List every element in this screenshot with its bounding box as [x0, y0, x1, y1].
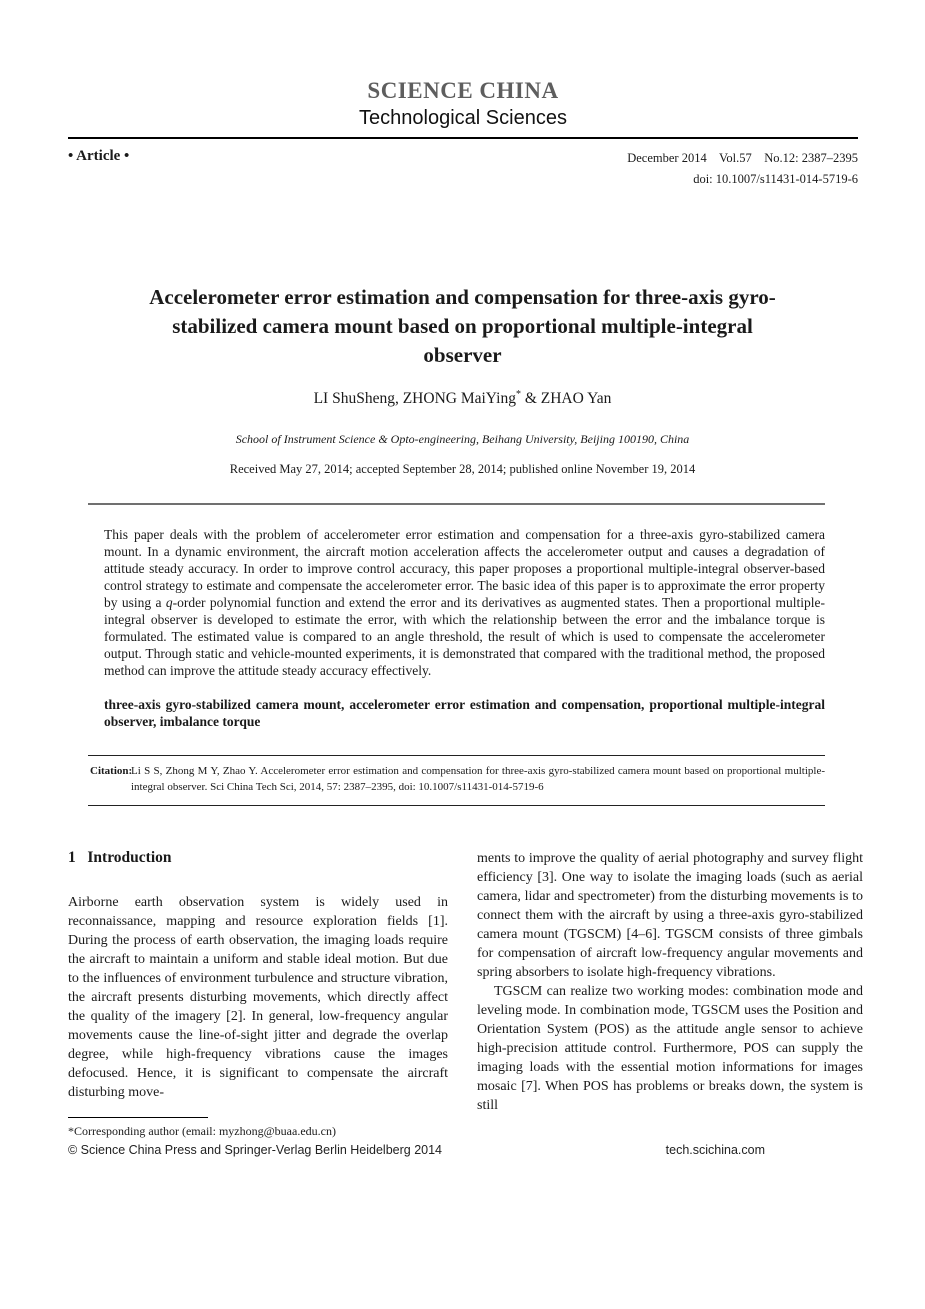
abstract-text-1: This paper deals with the problem of accelerometer error estimation and compensation for a three-axis gyro-stabilized camera mount. In a dynamic environment, the aircraft motion acceleration affects the accelerometer output and causes a degradation of attitude steady accuracy. In order to improve control accuracy, this paper proposes a proportional multiple-integral observer-based control strategy to estimate and compensate the accelerometer error. The basic idea of this paper is to approximate the error property by using a	[104, 527, 825, 611]
issue-info: December 2014 Vol.57 No.12: 2387–2395	[627, 151, 858, 165]
corresponding-author-asterisk: *	[515, 389, 521, 400]
left-column	[68, 849, 448, 1139]
abstract-paragraph	[88, 526, 825, 679]
journal-website: tech.scichina.com	[665, 1143, 765, 1157]
citation-box	[88, 755, 825, 806]
article-title: Accelerometer error estimation and compensation for three-axis gyro-stabilized camera mount based on proportional multiple-integral observer	[149, 285, 776, 367]
intro-paragraph-right-2: TGSCM can realize two working modes: combination mode and leveling mode. In combination mode, TGSCM uses the Position and Orientation System (POS) as the attitude angle sensor to achieve high-precision attitude control. Furthermore, POS can supply the imaging loads with the essential motion informations for images mosaic [7]. When POS has problems or breaks down, the system is still	[477, 984, 863, 1114]
article-type-label: • Article •	[68, 148, 130, 164]
masthead-row	[68, 148, 858, 190]
title-block	[0, 283, 925, 477]
journal-masthead	[0, 0, 925, 190]
abstract-text-2: -order polynomial function and extend the error and its derivatives as augmented states. Then a proportional multiple-integral observer is developed to estimate the error, with which the relationship between the error and the imbalance torque is formulated. The estimated value is compared to an angle threshold, the result of which is used to compensate the accelerometer output. Through static and vehicle-mounted experiments, it is demonstrated that compared with the traditional method, the proposed method can improve the attitude steady accuracy effectively.	[104, 595, 825, 679]
authors-line	[0, 389, 925, 408]
citation-label: Citation:	[90, 765, 133, 778]
page-footer	[68, 1143, 863, 1157]
abstract-q-symbol: q	[165, 595, 173, 611]
body-columns	[68, 849, 863, 1139]
received-line: Received May 27, 2014; accepted September 28, 2014; published online November 19, 2014	[229, 462, 696, 477]
journal-subtitle: Technological Sciences	[359, 107, 567, 129]
footnote-rule	[68, 1117, 208, 1118]
issue-block	[627, 148, 858, 190]
journal-name: SCIENCE CHINA	[367, 78, 559, 103]
corresponding-author-footnote: *Corresponding author (email: myzhong@buaa.edu.cn)	[68, 1124, 336, 1139]
authors-names: LI ShuSheng, ZHONG MaiYing	[313, 390, 516, 408]
keywords-line: three-axis gyro-stabilized camera mount, accelerometer error estimation and compensation, proportional multiple-integral observer, imbalance torque	[104, 697, 825, 730]
right-column	[477, 849, 863, 1139]
intro-paragraph-left: Airborne earth observation system is widely used in reconnaissance, mapping and resource exploration fields [1]. During the process of earth observation, the imaging loads require the aircraft to maintain a uniform and stable ideal motion. But due to the influences of environment turbulence and structure vibration, the aircraft presents disturbing movements, which directly affect the quality of the imagery [2]. In general, low-frequency angular movements cause the line-of-sight jitter and degrade the overlap degree, while high-frequency vibrations cause the images defocused. Hence, it is significant to compensate the aircraft disturbing move-	[68, 895, 448, 1101]
section-heading-introduction: 1 Introduction	[68, 849, 172, 867]
citation-text: Li S S, Zhong M Y, Zhao Y. Accelerometer error estimation and compensation for three-axis gyro-stabilized camera mount based on proportional multiple-integral observer. Sci China Tech Sci, 2014, 57: 2387–2395, doi: 10.1007/s11431-014-5719-6	[131, 765, 825, 793]
header-rule	[68, 137, 858, 139]
intro-paragraph-right-1: ments to improve the quality of aerial photography and survey flight efficiency [3]. One way to isolate the imaging loads (such as aerial camera, lidar and spectrometer) from the disturbing movements is to connect them with the aircraft by using a three-axis gyro-stabilized camera mount (TGSCM) [4–6]. TGSCM consists of three gimbals for compensation of aircraft low-frequency angular movements and spring absorbers to isolate high-frequency vibrations.	[477, 851, 863, 981]
abstract-section	[88, 503, 825, 806]
abstract-top-rule	[88, 503, 825, 505]
doi-line: doi: 10.1007/s11431-014-5719-6	[693, 172, 858, 186]
authors-names-rest: & ZHAO Yan	[520, 390, 612, 408]
copyright-line: © Science China Press and Springer-Verlag Berlin Heidelberg 2014	[68, 1143, 443, 1157]
affiliation-line: School of Instrument Science & Opto-engineering, Beihang University, Beijing 100190, China	[235, 432, 690, 447]
